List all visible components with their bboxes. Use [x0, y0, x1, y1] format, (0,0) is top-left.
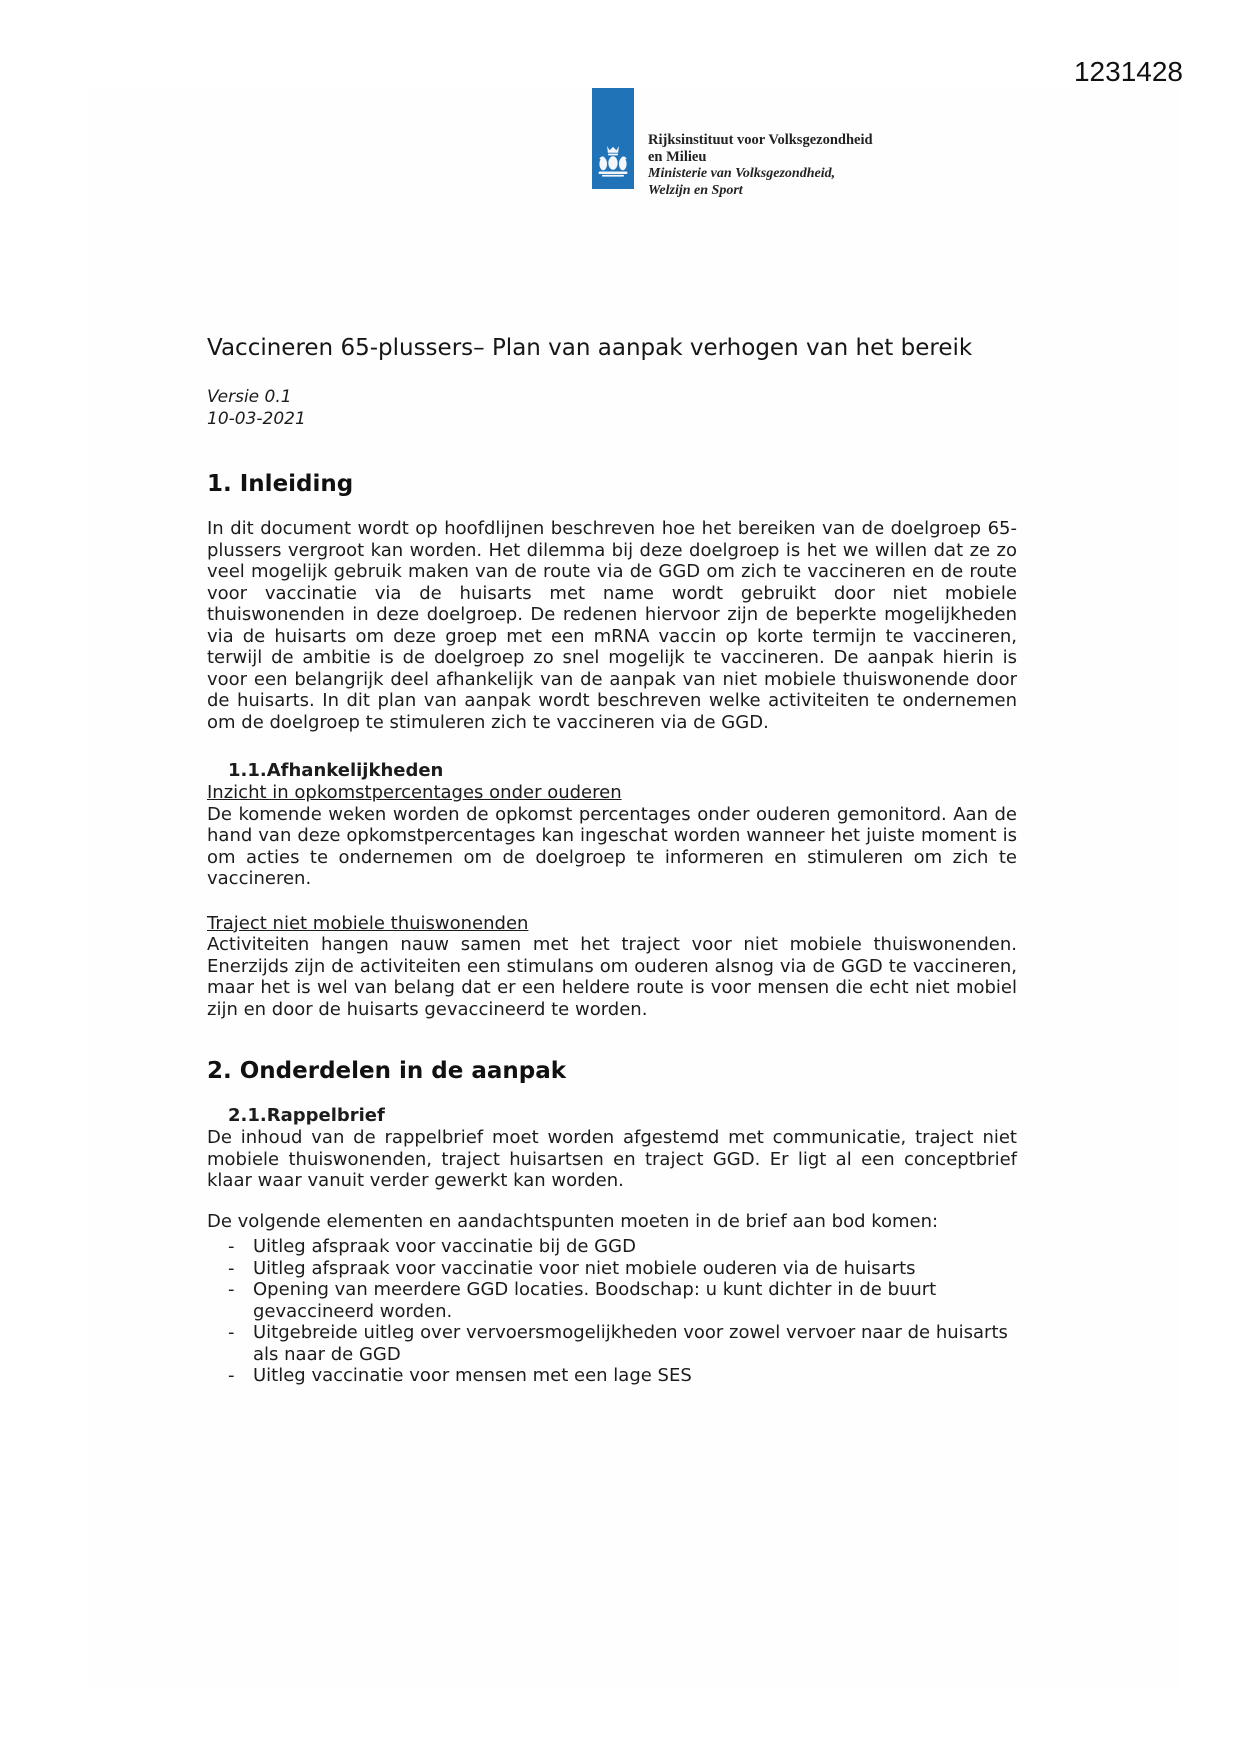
document-meta: [207, 386, 1017, 430]
logo-ministry-line2: Welzijn en Sport: [648, 182, 743, 198]
topic-heading-traject: Traject niet mobiele thuiswonenden: [207, 912, 529, 934]
logo-ministry-line1: Ministerie van Volksgezondheid,: [648, 166, 836, 181]
list-item-text: Uitgebreide uitleg over vervoersmogelijkheden voor zowel vervoer naar de huisarts als naar de GGD: [253, 1322, 1008, 1365]
date-line: 10-03-2021: [207, 409, 306, 429]
list-item-text: Uitleg afspraak voor vaccinatie bij de GGD: [253, 1236, 636, 1257]
bullet-list: [207, 1236, 1017, 1387]
list-item: [207, 1258, 1017, 1280]
dash-marker: -: [228, 1257, 235, 1279]
list-item: [207, 1322, 1017, 1365]
document-id-number: 1231428: [1073, 56, 1183, 87]
intro-paragraph: In dit document wordt op hoofdlijnen beschreven hoe het bereiken van de doelgroep 65-plussers vergroot kan worden. Het dilemma bij deze doelgroep is het we willen dat ze zo veel mogelijk gebruik maken van de route via de GGD om zich te vaccineren en de route voor vaccinatie via de huisarts met name wordt gebruikt door niet mobiele thuiswonenden in deze doelgroep. De redenen hiervoor zijn de beperkte mogelijkheden via de huisarts om deze groep met een mRNA vaccin op korte termijn te vaccineren, terwijl de ambitie is de doelgroep zo snel mogelijk te vaccineren. De aanpak hierin is voor een belangrijk deel afhankelijk van de aanpak van niet mobiele thuiswonende door de huisarts. In dit plan van aanpak wordt beschreven welke activiteiten te ondernemen om de doelgroep te stimuleren zich te vaccineren via de GGD.: [207, 518, 1017, 733]
version-line: Versie 0.1: [207, 387, 292, 407]
list-item: [207, 1236, 1017, 1258]
logo-wordmark: [648, 132, 873, 199]
list-item-text: Opening van meerdere GGD locaties. Boodschap: u kunt dichter in de buurt gevaccineerd worden.: [253, 1279, 937, 1322]
logo-org-line1: Rijksinstituut voor Volksgezondheid: [648, 132, 873, 148]
dash-marker: -: [228, 1236, 235, 1257]
coat-of-arms-icon: [596, 145, 630, 181]
subsection-2-1-heading: 2.1.Rappelbrief: [228, 1105, 385, 1126]
dash-marker: -: [228, 1365, 235, 1386]
document-body: [207, 333, 1017, 1387]
bullet-list-lead: De volgende elementen en aandachtspunten moeten in de brief aan bod komen:: [207, 1210, 939, 1232]
list-item-text: Uitleg vaccinatie voor mensen met een lage SES: [253, 1365, 692, 1386]
topic-heading-opkomstpercentages: Inzicht in opkomstpercentages onder ouderen: [207, 782, 622, 803]
logo-org-line2: en Milieu: [648, 149, 707, 165]
list-item: [207, 1279, 1017, 1322]
topic-paragraph-traject: Activiteiten hangen nauw samen met het traject voor niet mobiele thuiswonenden. Enerzijds zijn de activiteiten een stimulans om ouderen alsnog via de GGD te vaccineren, maar het is wel van belang dat er een heldere route is voor mensen die echt niet mobiel zijn en door de huisarts gevaccineerd te worden.: [207, 934, 1017, 1020]
list-item: [207, 1365, 1017, 1387]
dash-marker: -: [228, 1322, 235, 1343]
topic-paragraph-opkomstpercentages: De komende weken worden de opkomst percentages onder ouderen gemonitord. Aan de hand van deze opkomstpercentages kan ingeschat worden wanneer het juiste moment is om acties te ondernemen om de doelgroep te informeren en stimuleren om zich te vaccineren.: [207, 803, 1017, 889]
section-2-heading: 2. Onderdelen in de aanpak: [207, 1058, 567, 1084]
list-item-text: Uitleg afspraak voor vaccinatie voor niet mobiele ouderen via de huisarts: [253, 1257, 916, 1279]
subsection-1-1-heading: 1.1.Afhankelijkheden: [228, 760, 444, 781]
rappelbrief-paragraph: De inhoud van de rappelbrief moet worden afgestemd met communicatie, traject niet mobiele thuiswonenden, traject huisartsen en traject GGD. Er ligt al een conceptbrief klaar waar vanuit verder gewerkt kan worden.: [207, 1127, 1017, 1191]
dash-marker: -: [228, 1279, 235, 1300]
government-logo-banner: [592, 88, 634, 189]
rivm-logo: [592, 88, 873, 199]
document-title: Vaccineren 65-plussers– Plan van aanpak verhogen van het bereik: [207, 335, 973, 361]
section-1-heading: 1. Inleiding: [207, 471, 354, 497]
